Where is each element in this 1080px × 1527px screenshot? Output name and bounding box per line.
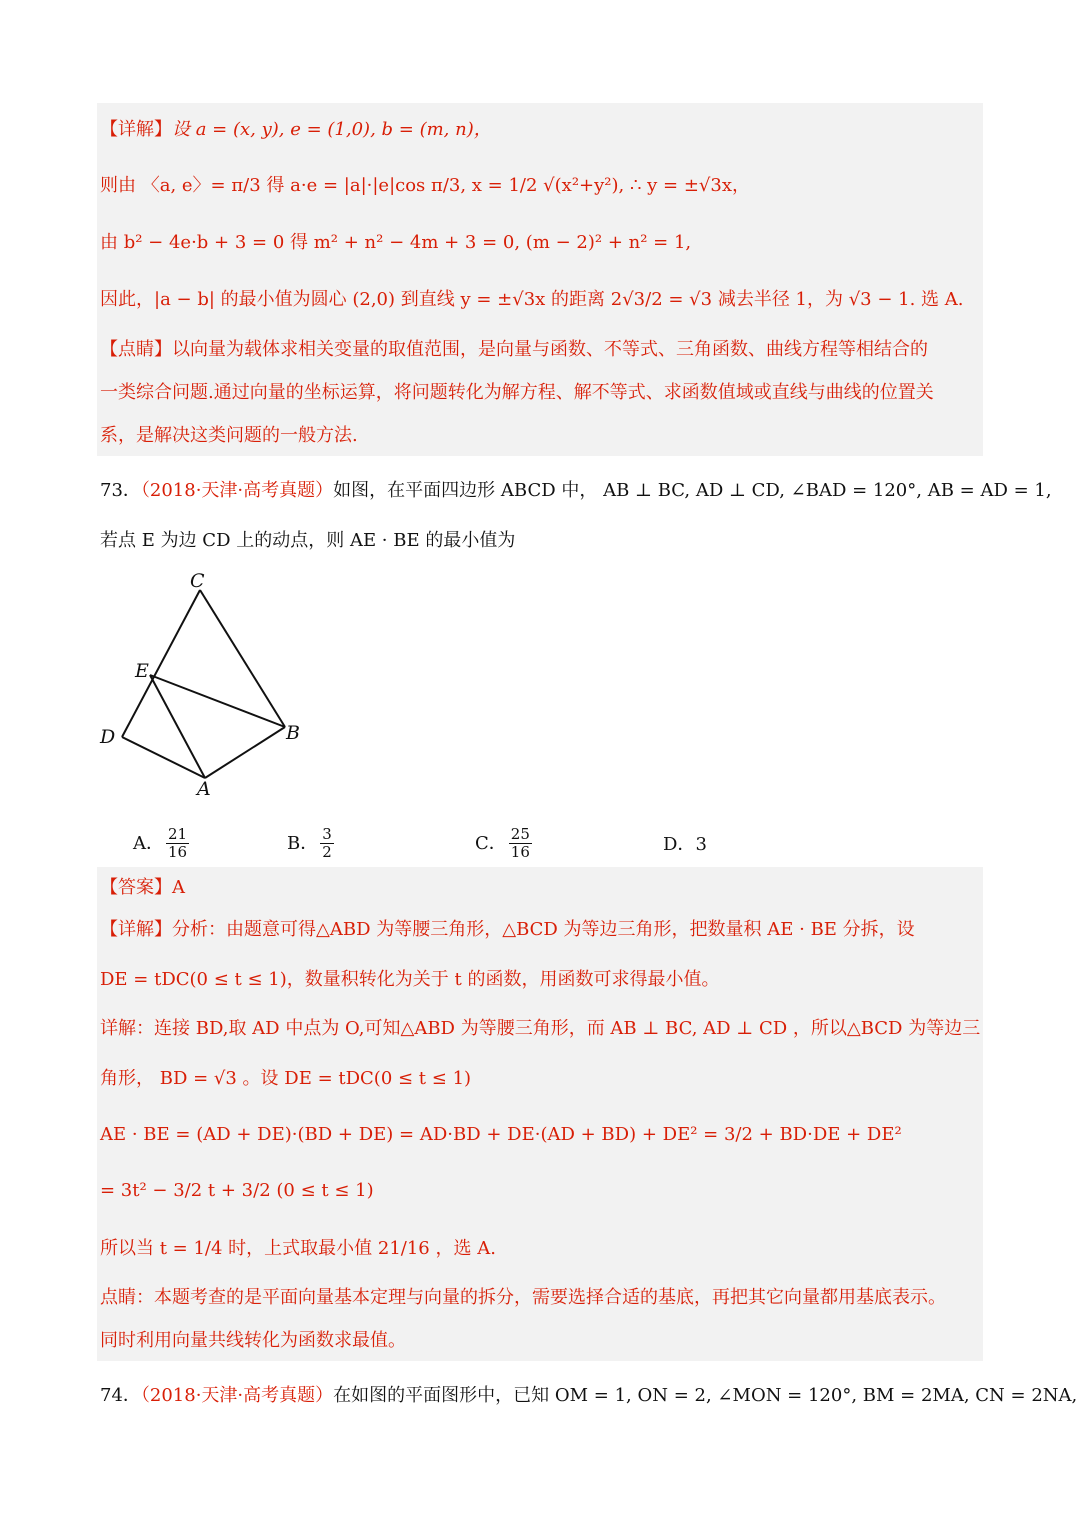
answer-line: [100, 879, 185, 897]
option-d[interactable]: D．3: [663, 834, 707, 855]
edge-DA: [122, 737, 205, 778]
tip-tag: 【点睛】: [100, 339, 172, 360]
label-D: D: [100, 726, 116, 748]
detail-line-2: 则由 〈a, e〉= π/3 得 a·e = |a|·|e|cos π/3, x = 1/2 √(x²+y²), ∴ y = ±√3x，: [100, 175, 750, 196]
detail-tag: 【详解】: [100, 919, 172, 940]
detail-line-4: 因此，|a − b| 的最小值为圆心 (2,0) 到直线 y = ±√3x 的距离 2√3/2 = √3 减去半径 1，为 √3 − 1. 选 A.: [100, 289, 964, 310]
detail73-line-6: = 3t² − 3/2 t + 3/2 (0 ≤ t ≤ 1): [100, 1180, 374, 1201]
detail73-tip-line-2: 同时利用向量共线转化为函数求最值。: [100, 1330, 406, 1351]
label-A: A: [197, 778, 211, 800]
answer-value: A: [172, 877, 185, 898]
detail73-line-7: 所以当 t = 1/4 时，上式取最小值 21/16 ，选 A.: [100, 1238, 496, 1259]
option-c[interactable]: C． $\frac{25}{16}$: [475, 825, 530, 862]
question-73-line-1: 73．（2018·天津·高考真题）如图，在平面四边形 ABCD 中， AB ⊥ BC, AD ⊥ CD, ∠BAD = 120°, AB = AD = 1,: [100, 480, 1052, 501]
question-source: （2018·天津·高考真题）: [140, 480, 334, 501]
detail73-line-1: 【详解】分析：由题意可得△ABD 为等腰三角形，△BCD 为等边三角形，把数量积 AE · BE 分拆，设: [100, 919, 915, 940]
label-C: C: [190, 570, 205, 592]
edge-EA: [150, 675, 205, 778]
figure-lines: [122, 590, 285, 778]
tip-line-1: 【点睛】以向量为载体求相关变量的取值范围，是向量与函数、不等式、三角函数、曲线方程等相结合的: [100, 339, 928, 360]
question-73-line-2: 若点 E 为边 CD 上的动点，则 AE · BE 的最小值为: [100, 530, 516, 551]
tip-line-3: 系，是解决这类问题的一般方法.: [100, 425, 358, 446]
option-b[interactable]: B． $\frac{3}{2}$: [287, 825, 332, 862]
question-number: 74．: [100, 1385, 141, 1406]
label-B: B: [286, 722, 300, 744]
detail73-line-2: DE = tDC(0 ≤ t ≤ 1)，数量积转化为关于 t 的函数，用函数可求得最小值。: [100, 969, 720, 990]
label-E: E: [135, 660, 149, 682]
detail-tag: 【详解】: [100, 119, 172, 140]
edge-CD: [122, 590, 200, 737]
answer-tag: 【答案】: [100, 877, 172, 898]
edge-AB: [205, 727, 285, 778]
solution-box-prev: [97, 103, 983, 456]
question-74-line-1: 74．（2018·天津·高考真题）在如图的平面图形中，已知 OM = 1, ON = 2, ∠MON = 120°, BM = 2MA, CN = 2NA,: [100, 1385, 1078, 1406]
detail73-line-5: AE · BE = (AD + DE)·(BD + DE) = AD·BD + DE·(AD + BD) + DE² = 3/2 + BD·DE + DE²: [100, 1124, 902, 1145]
question-source: （2018·天津·高考真题）: [140, 1385, 334, 1406]
detail-line-1: 【详解】设 a = (x, y), e = (1,0), b = (m, n)，: [100, 119, 492, 140]
option-a[interactable]: A． $\frac{21}{16}$: [133, 825, 188, 862]
quadrilateral-figure: [95, 565, 315, 805]
question-number: 73．: [100, 480, 141, 501]
detail73-line-3: 详解：连接 BD,取 AD 中点为 O,可知△ABD 为等腰三角形，而 AB ⊥ BC, AD ⊥ CD ，所以△BCD 为等边三: [100, 1018, 981, 1039]
detail73-line-4: 角形， BD = √3 。设 DE = tDC(0 ≤ t ≤ 1): [100, 1068, 472, 1089]
edge-EB: [150, 675, 285, 727]
tip-line-2: 一类综合问题.通过向量的坐标运算，将问题转化为解方程、解不等式、求函数值域或直线与曲线的位置关: [100, 382, 934, 403]
detail73-tip-line-1: 点睛：本题考查的是平面向量基本定理与向量的拆分，需要选择合适的基底，再把其它向量都用基底表示。: [100, 1287, 946, 1308]
edge-CB: [200, 590, 285, 727]
detail-line-3: 由 b² − 4e·b + 3 = 0 得 m² + n² − 4m + 3 = 0, (m − 2)² + n² = 1,: [100, 232, 692, 253]
